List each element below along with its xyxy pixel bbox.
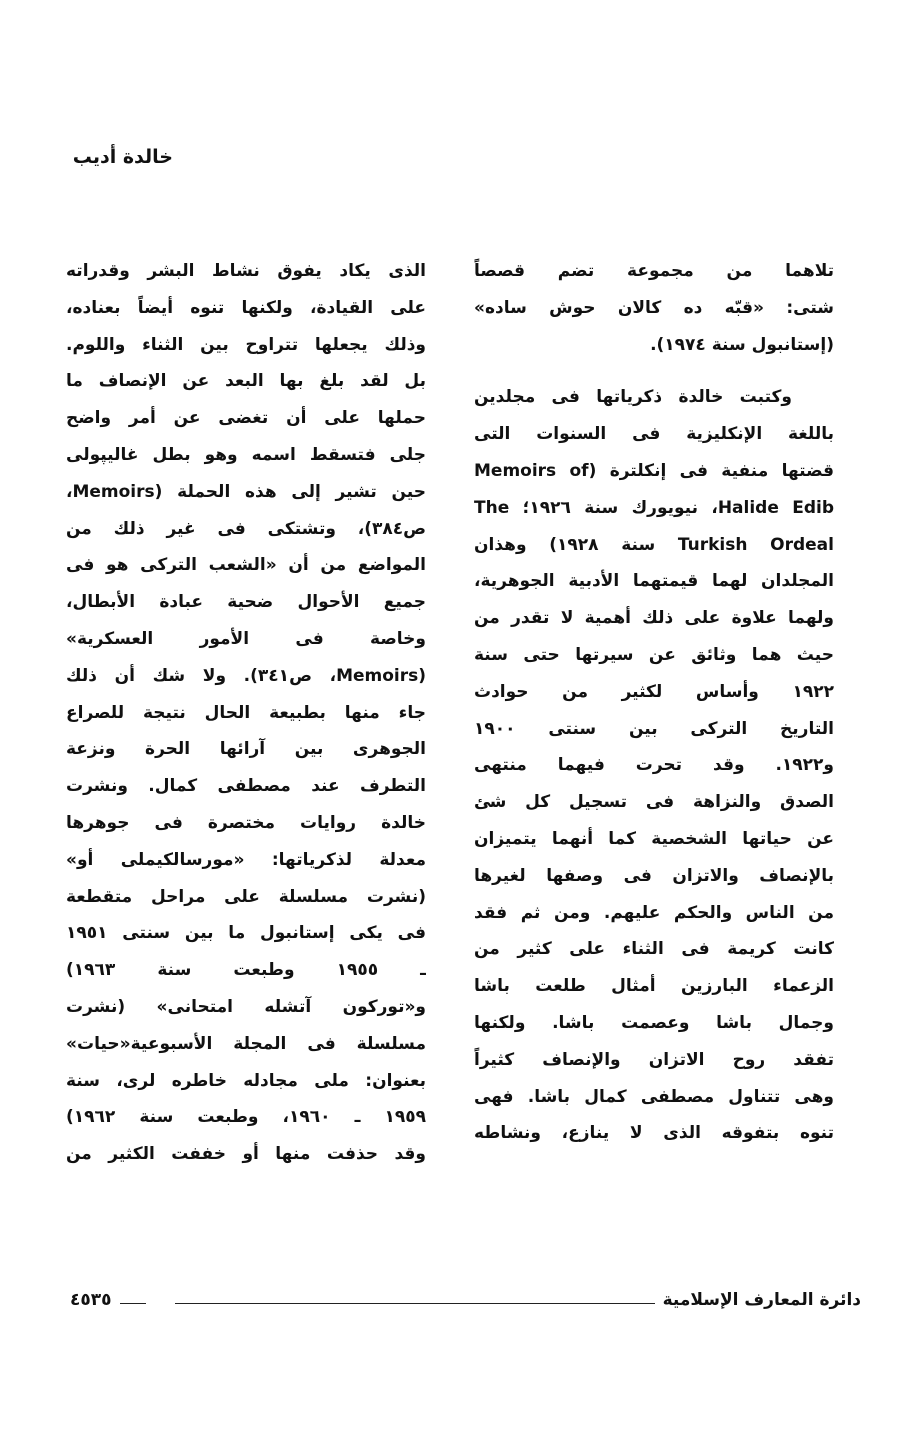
text-line: فى يكى إستانبول ما بين سنتى ١٩٥١ — [66, 923, 426, 944]
text-column-left — [66, 253, 426, 1173]
text-line: (نشرت مسلسلة على مراحل متقطعة — [66, 886, 426, 907]
text-line: (إستانبول سنة ١٩٧٤). — [650, 334, 834, 355]
text-line: كانت كريمة فى الثناء على كثير من — [474, 939, 834, 960]
text-line: بل لقد بلغ بها البعد عن الإنصاف ما — [66, 371, 426, 392]
text-line: و١٩٢٢. وقد تحرت فيهما منتهى — [474, 755, 834, 776]
text-line: حملها على أن تغضى عن أمر واضح — [66, 408, 426, 429]
text-line: المجلدان لهما قيمتهما الأدبية الجوهرية، — [474, 571, 834, 592]
text-line: بالإنصاف والاتزان فى وصفها لغيرها — [474, 865, 834, 886]
text-line: ولهما علاوة على ذلك أهمية لا تقدر من — [474, 608, 834, 629]
text-line: من الناس والحكم عليهم. ومن ثم فقد — [474, 902, 834, 923]
text-line: وقد حذفت منها أو خففت الكثير من — [66, 1144, 426, 1165]
text-line: و«توركون آتشله امتحانى» (نشرت — [66, 996, 426, 1017]
text-line: وخاصة فى الأمور العسكرية» — [66, 628, 426, 649]
footer-rule — [175, 1303, 655, 1304]
text-line: التاريخ التركى بين سنتى ١٩٠٠ — [474, 718, 834, 739]
text-line: وذلك يجعلها تتراوح بين الثناء واللوم. — [66, 334, 426, 355]
footer-journal-title: دائرة المعارف الإسلامية — [662, 1290, 861, 1310]
paragraph-gap — [474, 363, 834, 379]
text-line: شتى: «قبّه ده كالان حوش ساده» — [474, 297, 834, 318]
text-line: معدلة لذكرياتها: «مورسالكيملى أو» — [66, 849, 426, 870]
text-line: حين تشير إلى هذه الحملة (Memoirs، — [66, 481, 426, 502]
text-line: (Memoirs، ص٣٤١). ولا شك أن ذلك — [66, 665, 426, 686]
text-line: ١٩٥٩ ـ ١٩٦٠، وطبعت سنة ١٩٦٢) — [66, 1107, 426, 1128]
text-line: التطرف عند مصطفى كمال. ونشرت — [66, 776, 426, 797]
text-line: بعنوان: ملى مجادله خاطره لرى، سنة — [66, 1070, 426, 1091]
text-line: ص٣٨٤)، وتشتكى فى غير ذلك من — [66, 518, 426, 539]
text-line: وكتبت خالدة ذكرياتها فى مجلدين — [474, 387, 792, 408]
text-line: جميع الأحوال ضحية عبادة الأبطال، — [66, 592, 426, 613]
text-line: Halide Edib، نيويورك سنة ١٩٢٦؛ The — [474, 497, 834, 518]
text-line: Turkish Ordeal سنة ١٩٢٨) وهذان — [474, 534, 834, 555]
text-line: الصدق والنزاهة فى تسجيل كل شئ — [474, 792, 834, 813]
footer-dash — [120, 1303, 146, 1304]
text-line: الزعماء البارزين أمثال طلعت باشا — [474, 976, 834, 997]
text-line: تلاهما من مجموعة تضم قصصاً — [474, 261, 834, 281]
text-line: جلى فتسقط اسمه وهو بطل غاليپولى — [66, 444, 426, 465]
running-head: خالدة أديب — [72, 146, 173, 168]
text-line: ١٩٢٢ وأساس لكثير من حوادث — [474, 681, 834, 702]
text-column-right — [474, 253, 834, 1152]
text-line: تنوه بتفوقه الذى لا ينازع، ونشاطه — [474, 1123, 834, 1144]
text-line: المواضع من أن «الشعب التركى هو فى — [66, 555, 426, 576]
text-line: الذى يكاد يفوق نشاط البشر وقدراته — [66, 261, 426, 281]
page-number: ٤٥٣٥ — [70, 1290, 112, 1310]
text-line: قضتها منفية فى إنكلترة (Memoirs of — [474, 460, 834, 481]
text-line: مسلسلة فى المجلة الأسبوعية«حيات» — [66, 1033, 426, 1054]
text-line: وجمال باشا وعصمت باشا. ولكنها — [474, 1012, 834, 1033]
text-line: حيث هما وثائق عن سيرتها حتى سنة — [474, 644, 834, 665]
text-line: وهى تتناول مصطفى كمال باشا. فهى — [474, 1086, 834, 1107]
text-line: جاء منها بطبيعة الحال نتيجة للصراع — [66, 702, 426, 723]
text-line: تفقد روح الاتزان والإنصاف كثيراً — [474, 1049, 834, 1070]
text-line: عن حياتها الشخصية كما أنهما يتميزان — [474, 828, 834, 849]
text-line: على القيادة، ولكنها تنوه أيضاً بعناده، — [66, 297, 426, 318]
text-line: ـ ١٩٥٥ وطبعت سنة ١٩٦٣) — [66, 960, 426, 981]
text-line: باللغة الإنكليزية فى السنوات التى — [474, 424, 834, 445]
text-line: الجوهرى بين آرائها الحرة ونزعة — [66, 739, 426, 760]
text-line: خالدة روايات مختصرة فى جوهرها — [66, 812, 426, 833]
